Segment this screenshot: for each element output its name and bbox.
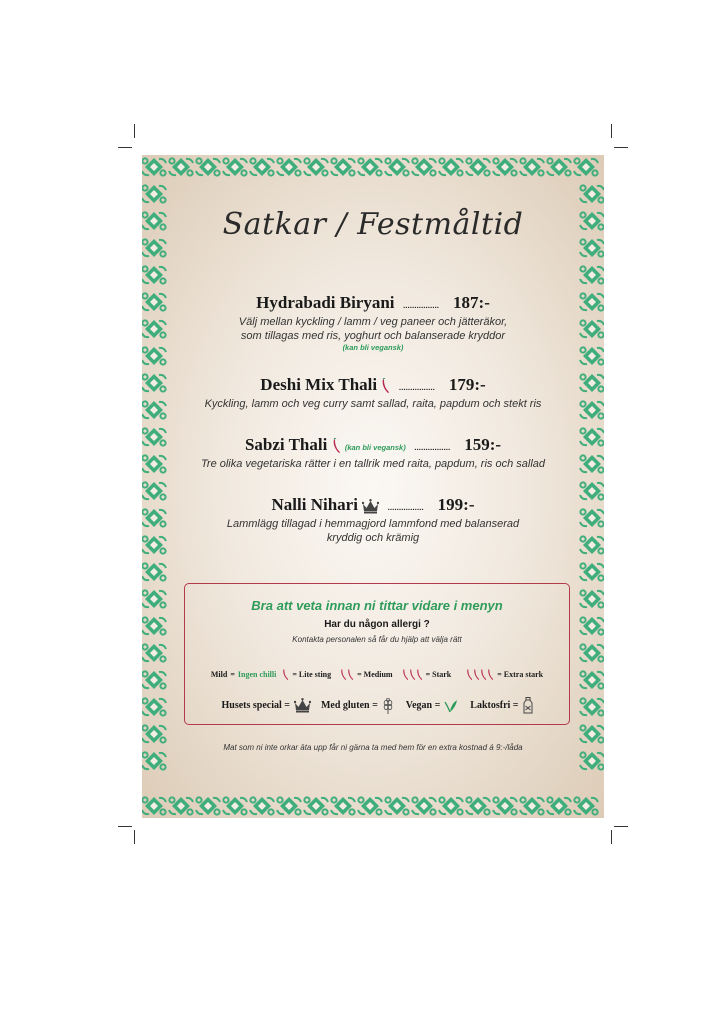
border-ornament xyxy=(580,644,604,662)
medium-label: = Medium xyxy=(357,670,393,679)
item-name: Nalli Nihari xyxy=(271,495,358,514)
border-ornament xyxy=(331,797,355,815)
border-ornament xyxy=(358,158,382,176)
border-ornament xyxy=(580,320,604,338)
description-line: kryddig och krämig xyxy=(326,532,420,544)
item-description xyxy=(172,397,574,411)
menu-item xyxy=(172,495,574,545)
chili-icon xyxy=(332,438,341,454)
chili-icon xyxy=(402,668,409,681)
border-ornament xyxy=(574,797,598,815)
extra-label: = Extra stark xyxy=(497,670,544,679)
border-ornament xyxy=(142,428,166,446)
border-ornament xyxy=(580,428,604,446)
border-ornament xyxy=(547,797,571,815)
border-ornament xyxy=(142,509,166,527)
item-description xyxy=(172,517,574,545)
border-ornament xyxy=(142,590,166,608)
border-ornament xyxy=(142,185,166,203)
border-ornament xyxy=(142,320,166,338)
border-ornament xyxy=(493,797,517,815)
crop-mark xyxy=(614,147,628,148)
item-heading xyxy=(172,293,574,313)
takeaway-note: Mat som ni inte orkar äta upp får ni gärna ta med hem för en extra kostnad á 9:-/låda xyxy=(223,743,523,752)
chili-icon xyxy=(480,668,487,681)
border-ornament xyxy=(223,158,247,176)
border-ornament xyxy=(580,455,604,473)
border-ornament xyxy=(277,797,301,815)
border-ornament xyxy=(142,797,166,815)
menu-item xyxy=(172,375,574,411)
border-ornament xyxy=(412,797,436,815)
border-ornament xyxy=(142,482,166,500)
chili-group xyxy=(402,668,423,681)
border-ornament xyxy=(580,482,604,500)
crop-mark xyxy=(118,147,132,148)
border-ornament xyxy=(250,797,274,815)
vegan-note: (kan bli vegansk) xyxy=(344,443,406,452)
item-name: Deshi Mix Thali xyxy=(260,375,378,394)
border-ornament xyxy=(439,158,463,176)
milk-bottle-icon xyxy=(523,697,533,714)
chili-icon xyxy=(347,668,354,681)
border-ornament xyxy=(580,563,604,581)
border-ornament xyxy=(580,293,604,311)
border-ornament xyxy=(580,590,604,608)
border-ornament xyxy=(520,797,544,815)
chili-icon xyxy=(416,668,423,681)
border-ornament xyxy=(142,671,166,689)
border-ornament xyxy=(223,797,247,815)
wheat-icon xyxy=(382,698,394,714)
gluten-label: Med gluten = xyxy=(320,700,378,711)
border-ornament xyxy=(142,644,166,662)
vegan-note: (kan bli vegansk) xyxy=(342,343,404,352)
equals-sign: = xyxy=(230,670,235,679)
leader-dots: ................ xyxy=(402,299,439,311)
item-heading xyxy=(172,375,574,395)
border-ornament xyxy=(142,563,166,581)
border-ornament xyxy=(142,401,166,419)
chili-icon xyxy=(466,668,473,681)
crop-mark xyxy=(134,124,135,138)
chili-group xyxy=(466,668,494,681)
leader-dots: ................ xyxy=(413,441,450,453)
crown-icon xyxy=(294,698,311,713)
border-ornament xyxy=(580,752,604,770)
border-ornament xyxy=(574,158,598,176)
symbol-legend xyxy=(185,697,569,714)
allergy-question: Har du någon allergi ? xyxy=(324,619,430,630)
item-description xyxy=(172,457,574,471)
item-heading xyxy=(172,435,574,455)
none-label: Ingen chilli xyxy=(237,670,277,679)
border-ornament xyxy=(142,752,166,770)
item-price: 187:- xyxy=(453,293,490,312)
chili-icon xyxy=(282,668,289,681)
border-ornament xyxy=(580,374,604,392)
menu-item xyxy=(172,293,574,352)
border-ornament xyxy=(142,158,166,176)
border-ornament xyxy=(169,797,193,815)
crop-mark xyxy=(611,124,612,138)
chili-icon xyxy=(487,668,494,681)
item-heading xyxy=(172,495,574,515)
border-ornament xyxy=(142,347,166,365)
description-line: Välj mellan kyckling / lamm / veg paneer och jätteräkor, xyxy=(238,316,508,328)
border-ornament xyxy=(385,158,409,176)
chili-icon xyxy=(409,668,416,681)
crop-mark xyxy=(134,830,135,844)
border-ornament xyxy=(580,266,604,284)
border-ornament xyxy=(580,671,604,689)
vegan-label: Vegan = xyxy=(405,700,441,711)
border-ornament xyxy=(142,293,166,311)
border-ornament xyxy=(142,455,166,473)
item-price: 159:- xyxy=(464,435,502,454)
chili-group xyxy=(340,668,354,681)
item-price: 179:- xyxy=(448,375,486,394)
border-ornament xyxy=(412,158,436,176)
border-ornament xyxy=(142,698,166,716)
border-ornament xyxy=(580,401,604,419)
crop-mark xyxy=(118,826,132,827)
border-ornament xyxy=(580,725,604,743)
border-ornament xyxy=(439,797,463,815)
crop-mark xyxy=(614,826,628,827)
border-ornament xyxy=(250,158,274,176)
page-title: Satkar / Festmåltid xyxy=(222,207,524,242)
crop-mark xyxy=(611,830,612,844)
border-ornament xyxy=(142,536,166,554)
border-ornament xyxy=(580,347,604,365)
info-box xyxy=(184,583,570,725)
menu-page xyxy=(142,155,604,818)
lite-label: = Lite sting xyxy=(292,670,332,679)
border-ornament xyxy=(196,158,220,176)
border-ornament xyxy=(580,536,604,554)
border-ornament xyxy=(142,374,166,392)
border-ornament xyxy=(580,185,604,203)
crown-icon xyxy=(362,499,379,514)
border-ornament xyxy=(466,158,490,176)
special-label: Husets special = xyxy=(221,700,290,711)
border-ornament xyxy=(169,158,193,176)
description-line: Lammlägg tillagad i hemmagjord lammfond med balanserad xyxy=(226,518,520,530)
border-ornament xyxy=(142,617,166,635)
item-description xyxy=(172,315,574,343)
description-line: Tre olika vegetariska rätter i en tallrik med raita, papdum, ris och sallad xyxy=(201,458,545,470)
border-ornament xyxy=(547,158,571,176)
spice-legend xyxy=(185,668,569,681)
border-ornament xyxy=(466,797,490,815)
border-ornament xyxy=(331,158,355,176)
border-ornament xyxy=(385,797,409,815)
allergy-subtext: Kontakta personalen så får du hjälp att välja rätt xyxy=(292,635,462,644)
mild-label: Mild xyxy=(210,670,228,679)
chili-icon xyxy=(381,378,390,394)
border-ornament xyxy=(196,797,220,815)
stark-label: = Stark xyxy=(425,670,452,679)
info-heading: Bra att veta innan ni tittar vidare i menyn xyxy=(251,598,503,613)
description-line: som tillagas med ris, yoghurt och balanserade kryddor xyxy=(240,330,506,342)
chili-icon xyxy=(473,668,480,681)
border-ornament xyxy=(304,158,328,176)
border-ornament xyxy=(304,797,328,815)
border-ornament xyxy=(520,158,544,176)
description-line: Kyckling, lamm och veg curry samt sallad, raita, papdum och stekt ris xyxy=(204,398,542,410)
chili-group xyxy=(282,668,289,681)
leaf-icon xyxy=(444,699,458,713)
menu-item xyxy=(172,435,574,471)
leader-dots: ................ xyxy=(387,501,424,513)
border-ornament xyxy=(142,266,166,284)
border-ornament xyxy=(277,158,301,176)
border-ornament xyxy=(358,797,382,815)
chili-icon xyxy=(340,668,347,681)
laktos-label: Laktosfri = xyxy=(470,700,519,711)
item-name: Hydrabadi Biryani xyxy=(256,293,395,312)
border-ornament xyxy=(580,509,604,527)
item-price: 199:- xyxy=(437,495,475,514)
border-ornament xyxy=(493,158,517,176)
item-name: Sabzi Thali xyxy=(244,435,328,454)
border-ornament xyxy=(580,698,604,716)
border-ornament xyxy=(142,725,166,743)
border-ornament xyxy=(580,617,604,635)
leader-dots: ................ xyxy=(398,381,435,393)
